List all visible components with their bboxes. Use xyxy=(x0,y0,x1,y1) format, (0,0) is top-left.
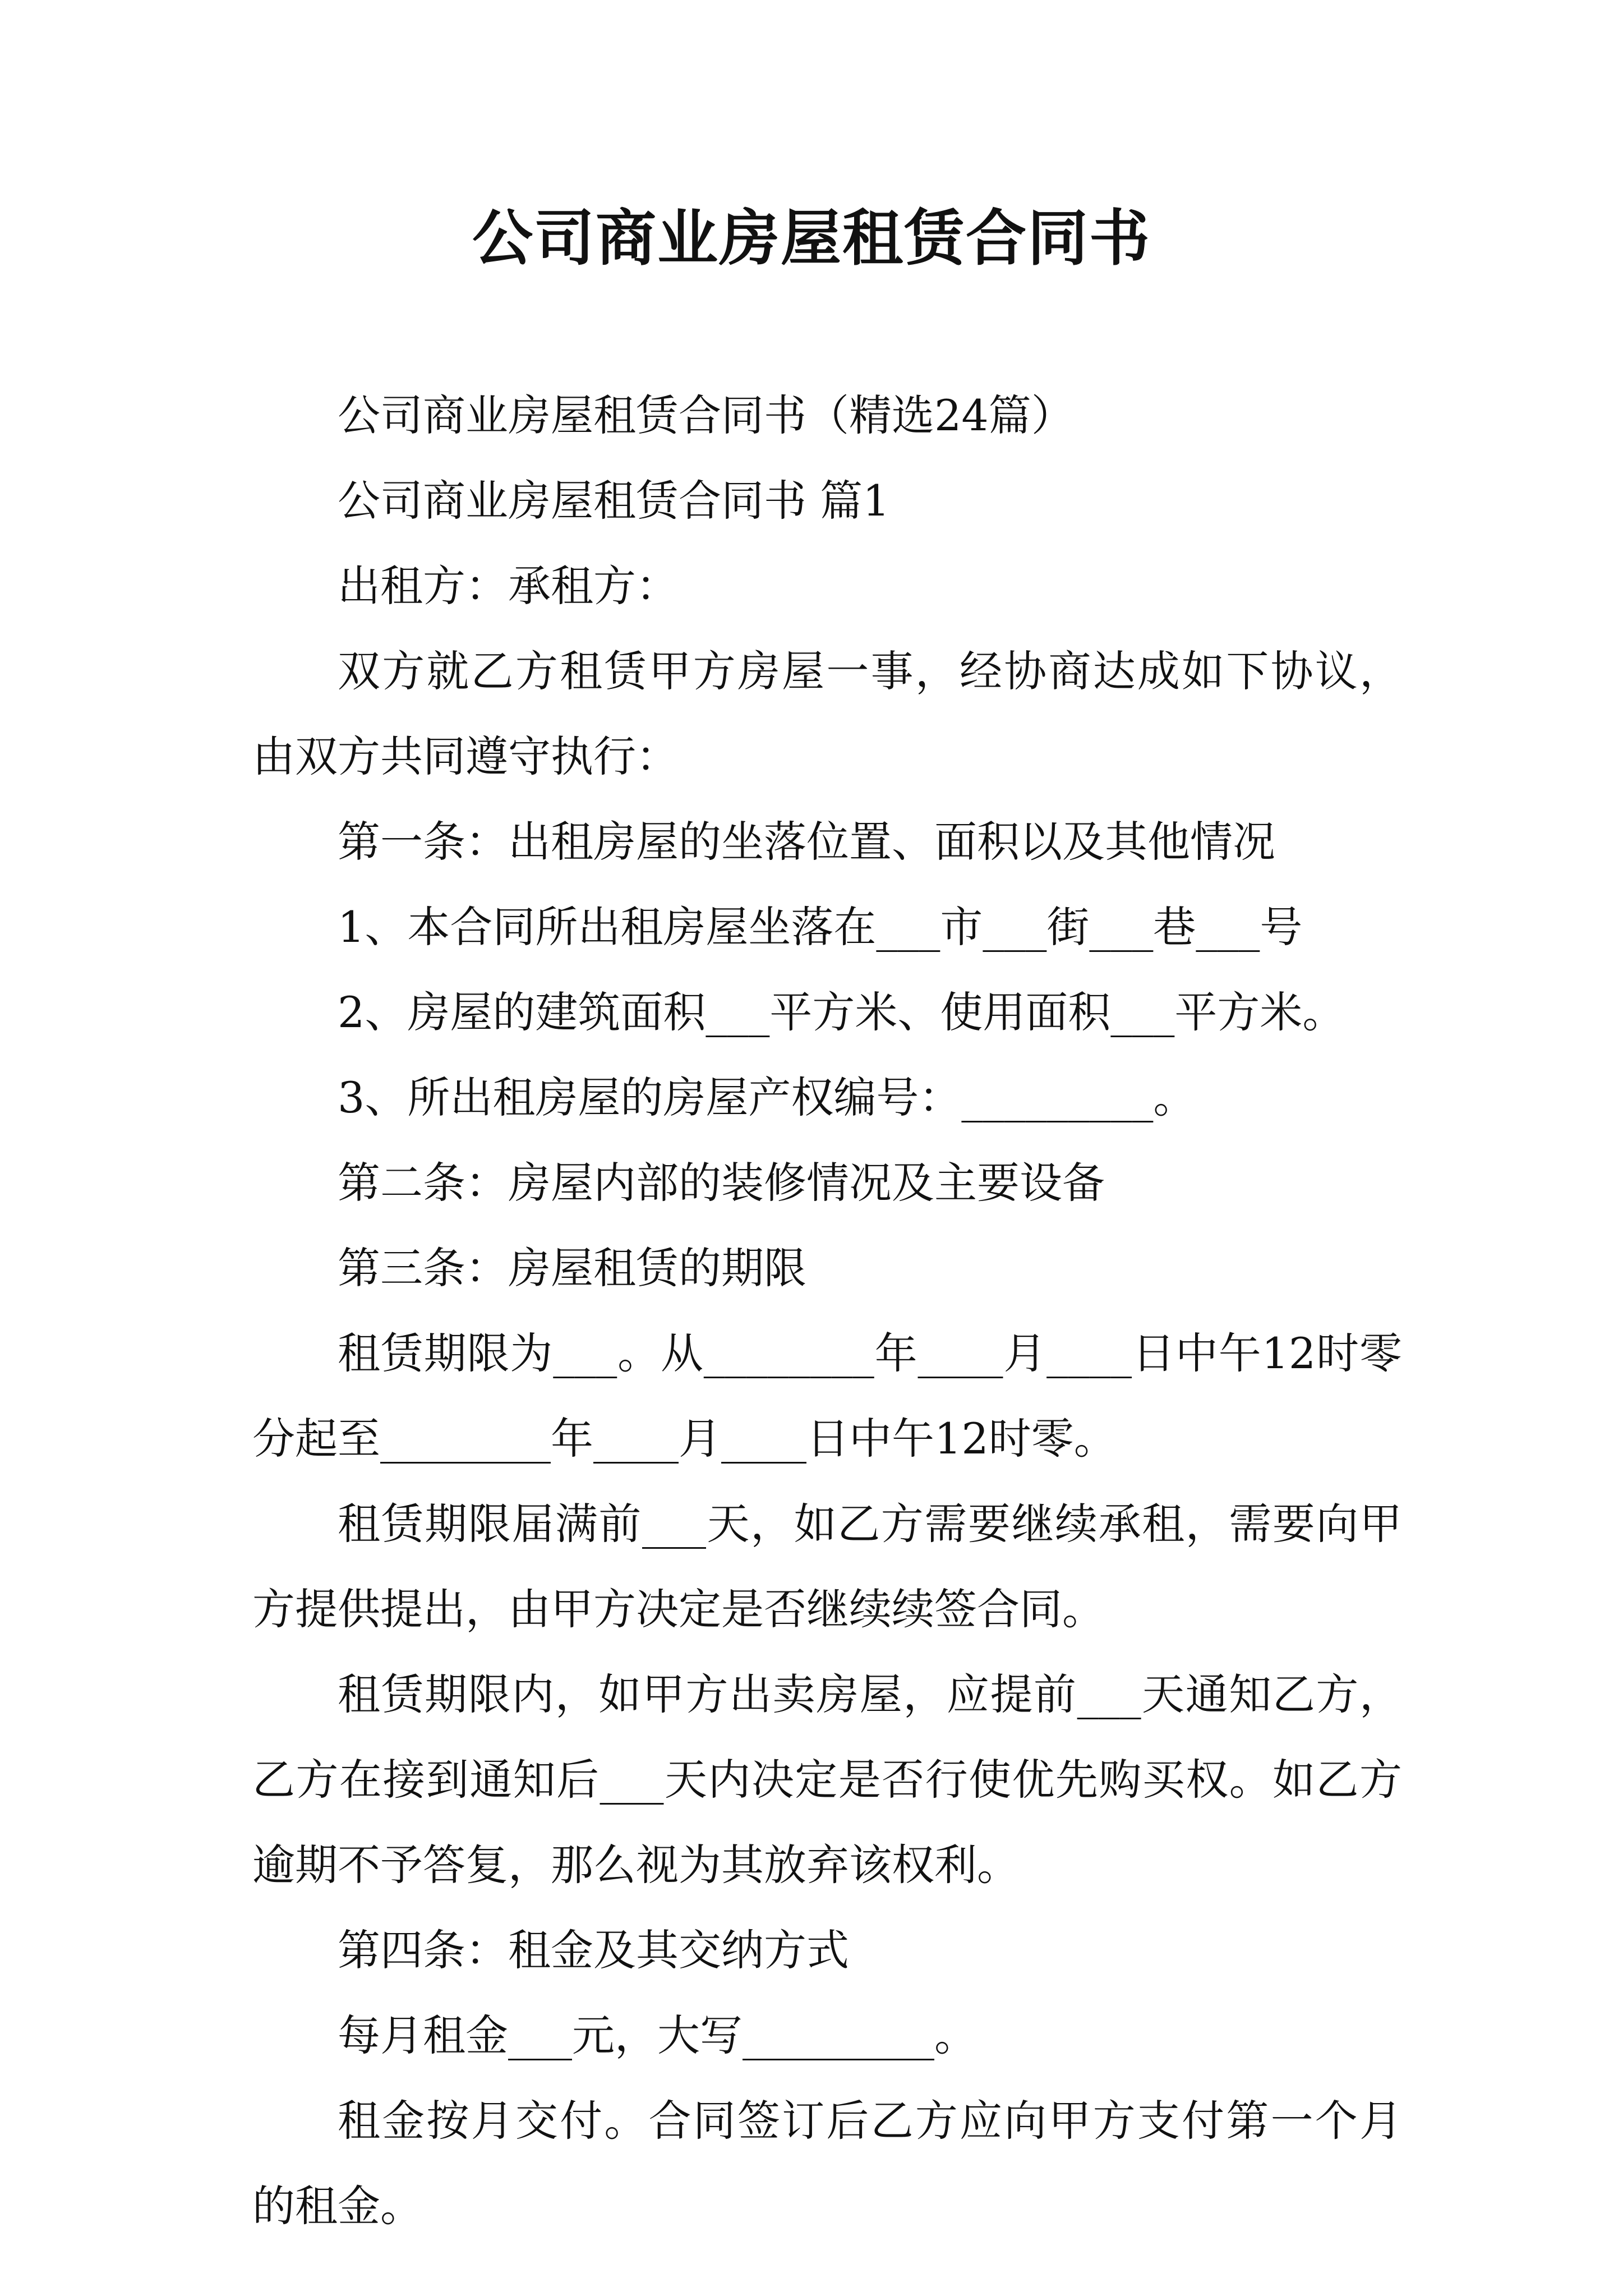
paragraph-payment: 租金按月交付。合同签订后乙方应向甲方支付第一个月的租金。 xyxy=(252,2096,1402,2231)
paragraph-parties: 出租方：承租方： xyxy=(338,561,679,611)
document-title: 公司商业房屋租赁合同书 xyxy=(472,203,1151,274)
paragraph-agreement-intro: 双方就乙方租赁甲方房屋一事，经协商达成如下协议，由双方共同遵守执行： xyxy=(252,646,1402,781)
paragraph-area: 2、房屋的建筑面积___平方米、使用面积___平方米。 xyxy=(338,987,1345,1037)
paragraph-location: 1、本合同所出租房屋坐落在___市___街___巷___号 xyxy=(338,902,1303,952)
paragraph-lease-term: 租赁期限为___。从________年____月____日中午12时零分起至________年____月____日中午12时零。 xyxy=(252,1328,1402,1464)
paragraph-section-heading: 公司商业房屋租赁合同书 篇1 xyxy=(338,476,890,526)
paragraph-preemption: 租赁期限内，如甲方出卖房屋，应提前___天通知乙方，乙方在接到通知后___天内决定是否行使优先购买权。如乙方逾期不予答复，那么视为其放弃该权利。 xyxy=(252,1669,1402,1890)
paragraph-article-3: 第三条：房屋租赁的期限 xyxy=(338,1243,806,1293)
paragraph-article-4: 第四条：租金及其交纳方式 xyxy=(338,1925,849,1975)
paragraph-article-2: 第二条：房屋内部的装修情况及主要设备 xyxy=(338,1158,1105,1208)
paragraph-subtitle: 公司商业房屋租赁合同书（精选24篇） xyxy=(338,390,1074,440)
document-body xyxy=(252,373,1402,2249)
paragraph-renewal: 租赁期限届满前___天，如乙方需要继续承租，需要向甲方提供提出，由甲方决定是否继续续签合同。 xyxy=(252,1499,1402,1634)
paragraph-article-1: 第一条：出租房屋的坐落位置、面积以及其他情况 xyxy=(338,817,1275,867)
paragraph-monthly-rent: 每月租金___元，大写_________。 xyxy=(338,2010,977,2060)
paragraph-property-number: 3、所出租房屋的房屋产权编号：_________。 xyxy=(338,1073,1196,1122)
